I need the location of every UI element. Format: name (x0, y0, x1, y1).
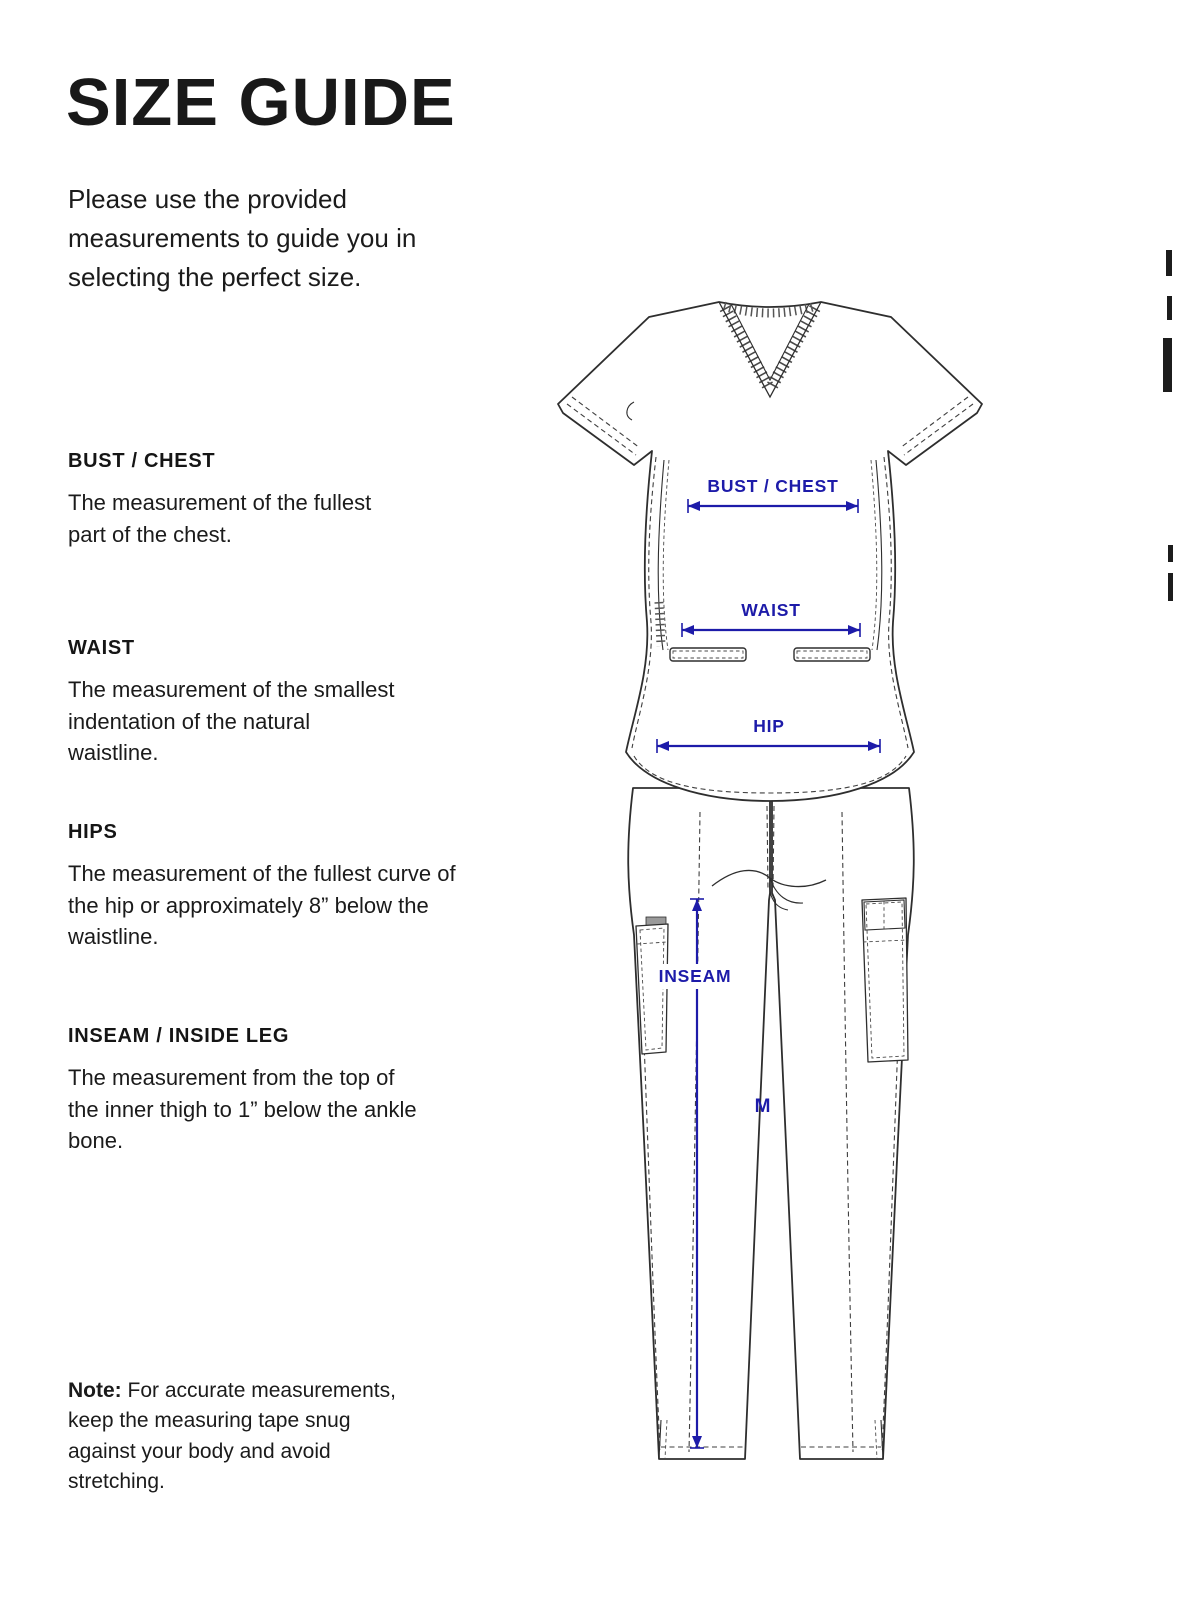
section-body-waist: The measurement of the smallest indentation of the natural waistline. (68, 677, 395, 766)
section-heading-inseam: INSEAM / INSIDE LEG (68, 1025, 290, 1047)
section-heading-waist: WAIST (68, 637, 135, 659)
inseam-measure-label: INSEAM (658, 966, 732, 986)
page-edge-mark (1166, 250, 1172, 276)
page-title: SIZE GUIDE (66, 65, 456, 140)
section-body-bust: The measurement of the fullest part of the chest. (68, 490, 372, 547)
measurement-note (68, 1376, 404, 1498)
bust-measure-label: BUST / CHEST (707, 476, 839, 496)
note-body: For accurate measurements, keep the measuring tape snug against your body and avoid stretching. (68, 1379, 396, 1494)
page-edge-mark (1167, 296, 1172, 320)
scrub-pants-illustration (628, 788, 914, 1459)
intro-text: Please use the provided measurements to guide you in selecting the perfect size. (68, 184, 417, 292)
section-heading-bust: BUST / CHEST (68, 450, 216, 472)
note-label: Note: (68, 1379, 122, 1402)
section-body-inseam: The measurement from the top of the inner thigh to 1” below the ankle bone. (68, 1065, 417, 1154)
section-heading-hips: HIPS (68, 821, 118, 843)
waist-measure-label: WAIST (741, 600, 801, 620)
size-marker-label: M (754, 1096, 772, 1117)
page-edge-mark (1163, 338, 1172, 392)
right-cargo-pocket (862, 898, 908, 1062)
page-edge-mark (1168, 545, 1173, 562)
section-body-hips: The measurement of the fullest curve of the hip or approximately 8” below the waistline. (68, 861, 456, 950)
scrubs-measurement-diagram (520, 270, 1020, 1550)
hip-measure-label: HIP (753, 716, 785, 736)
page-edge-mark (1168, 573, 1173, 601)
